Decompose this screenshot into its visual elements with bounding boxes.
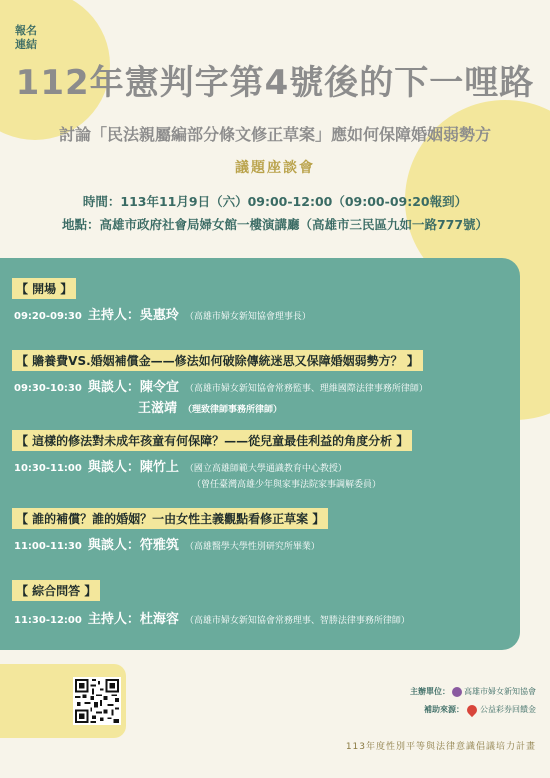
row-affiliation: （曾任臺灣高雄少年與家事法院家事調解委員）	[192, 480, 382, 490]
agenda-section-children	[12, 430, 412, 451]
row-time: 09:30-10:30	[14, 383, 82, 394]
row-role: 主持人：	[87, 612, 140, 627]
agenda-section-alimony	[12, 350, 423, 371]
row-time: 09:20-09:30	[14, 311, 82, 322]
row-affiliation: （高雄醫學大學性別研究所畢業）	[184, 542, 320, 552]
row-name: 吳惠玲	[139, 308, 179, 323]
row-role: 與談人：	[87, 460, 140, 475]
page-title: 112年憲判字第4號後的下一哩路	[15, 63, 535, 103]
agenda-row	[138, 397, 282, 416]
row-role: 與談人：	[87, 380, 140, 395]
plan-name: 113年度性別平等與法律意識倡議培力計畫	[345, 742, 536, 752]
row-affiliation: （高雄市婦女新知協會常務理事、智勝法律事務所律師）	[184, 616, 410, 626]
agenda-section-opening	[12, 278, 76, 299]
agenda-section-qa	[12, 580, 100, 601]
sponsor-label: 補助來源：	[424, 705, 464, 714]
row-role: 主持人：	[87, 308, 140, 323]
organizer-label: 主辦單位：	[410, 687, 450, 696]
organizer-line	[410, 686, 536, 697]
organizer-name: 高雄市婦女新知協會	[464, 687, 536, 696]
row-affiliation: （高雄市婦女新知協會理事長）	[184, 312, 311, 322]
sponsor-line	[424, 704, 536, 715]
row-time: 11:00-11:30	[14, 541, 82, 552]
row-name: 杜海容	[139, 612, 179, 627]
row-affiliation: （國立高雄師範大學通識教育中心教授）	[184, 464, 347, 474]
row-name: 陳竹上	[139, 460, 179, 475]
agenda-row	[14, 534, 320, 553]
row-affiliation: （高雄市婦女新知協會常務監事、理維國際法律事務所律師）	[184, 384, 428, 394]
section-tag: 【 誰的補償？誰的婚姻？一由女性主義觀點看修正草案 】	[12, 508, 328, 529]
row-role: 與談人：	[87, 538, 140, 553]
event-place: 地點：高雄市政府社會局婦女館一樓演講廳（高雄市三民區九如一路777號）	[61, 217, 489, 232]
row-affiliation: （理致律師事務所律師）	[183, 405, 283, 415]
agenda-panel	[0, 258, 520, 650]
agenda-row	[14, 608, 410, 627]
registration-qr-code[interactable]	[73, 677, 121, 725]
agenda-row	[14, 456, 347, 475]
organizer-logo-icon	[452, 687, 462, 697]
agenda-row	[14, 304, 311, 323]
registration-label: 報名連結	[15, 24, 37, 51]
row-time: 11:30-12:00	[14, 615, 82, 626]
agenda-row	[192, 477, 381, 490]
section-tag: 【 贍養費VS.婚姻補償金——修法如何破除傳統迷思又保障婚姻弱勢方？ 】	[12, 350, 423, 371]
row-name: 陳令宜	[139, 380, 179, 395]
agenda-row	[14, 376, 428, 395]
row-time: 10:30-11:00	[14, 463, 82, 474]
page-subtitle: 討論「民法親屬編部分條文修正草案」應如何保障婚姻弱勢方	[58, 125, 491, 144]
section-tag: 【 這樣的修法對未成年孩童有何保障？——從兒童最佳利益的角度分析 】	[12, 430, 412, 451]
event-time: 時間：113年11月9日（六）09:00-12:00（09:00-09:20報到）	[82, 194, 468, 209]
row-name: 符雅筑	[139, 538, 179, 553]
sponsor-name: 公益彩券回饋金	[480, 705, 536, 714]
agenda-section-feminism	[12, 508, 328, 529]
section-tag: 【 開場 】	[12, 278, 76, 299]
section-tag: 【 綜合問答 】	[12, 580, 100, 601]
event-type: 議題座談會	[235, 160, 315, 176]
sponsor-logo-icon	[465, 702, 479, 716]
row-name: 王滋靖	[138, 401, 178, 416]
